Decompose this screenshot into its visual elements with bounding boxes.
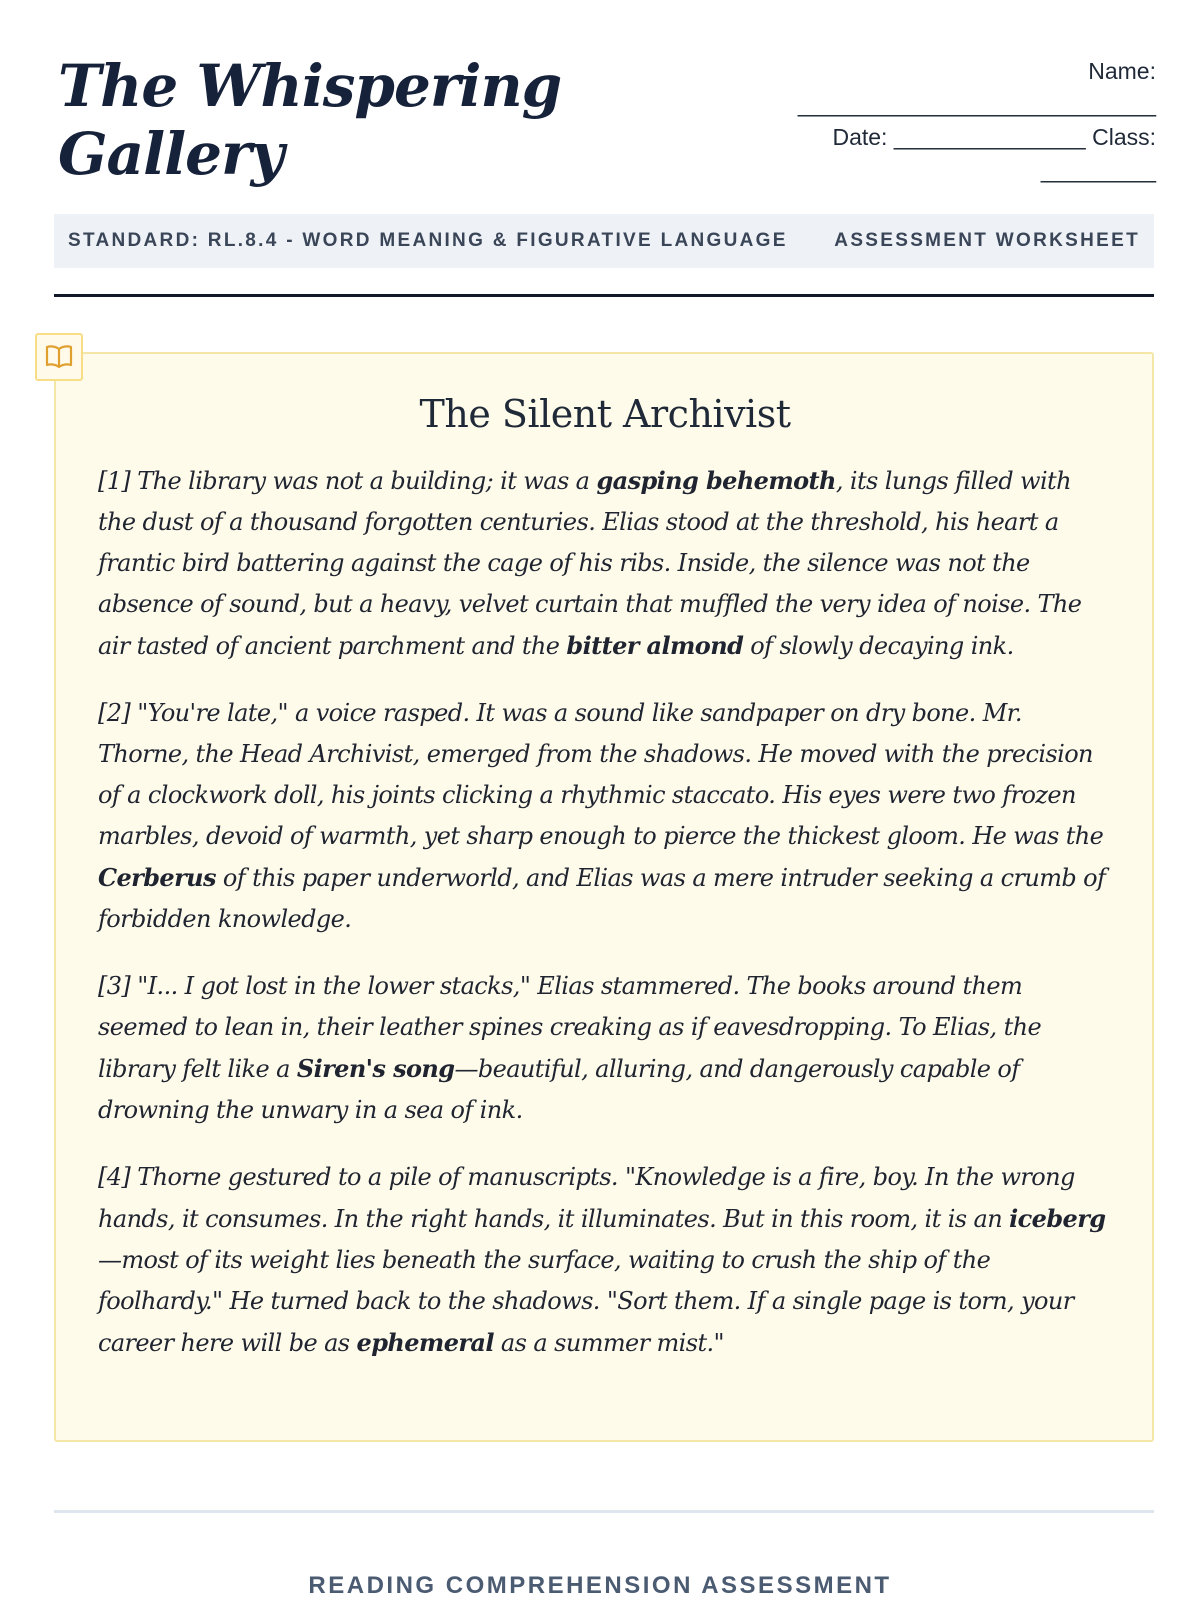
date-class-line [736,121,1156,154]
worksheet-type: ASSESSMENT WORKSHEET [834,230,1140,251]
passage-title: The Silent Archivist [419,392,791,436]
date-label: Date: [832,124,888,150]
open-book-glyph [45,344,73,370]
student-info [736,55,1156,187]
title-line-1: The Whispering [58,52,562,120]
standard-bar [54,214,1154,268]
vocab-term: Siren's song [296,1054,455,1083]
worksheet-title [58,52,618,188]
date-field[interactable]: _______________ [893,124,1086,150]
vocab-term: iceberg [1009,1204,1106,1233]
title-line-2: Gallery [58,120,284,188]
paragraph-1: [1] The library was not a building; it was a gasping behemoth, its lungs filled with the dust of a thousand forgotten centuries. Elias stood at the threshold, his heart a frantic bird battering against the cage of his ribs. Inside, the silence was not the absence of sound, but a heavy, velvet curtain that muffled the very idea of noise. The air tasted of ancient parchment and the bitter almond of slowly decaying ink. [98,466,1082,660]
passage-box [54,352,1154,1442]
open-book-icon [35,333,83,381]
vocab-term: bitter almond [566,631,744,660]
section-heading: READING COMPREHENSION ASSESSMENT [308,1572,892,1599]
name-field[interactable]: ____________________________ [797,91,1156,117]
class-field[interactable]: _________ [1040,157,1156,183]
vocab-term: ephemeral [356,1328,494,1357]
name-label: Name: [1088,58,1156,84]
vocab-term: Cerberus [98,863,216,892]
section-divider [54,1510,1154,1513]
header-divider [54,294,1154,297]
paragraph-2: [2] "You're late," a voice rasped. It was a sound like sandpaper on dry bone. Mr. Thorne, the Head Archivist, emerged from the shadows. He moved with the precision of a clockwork doll, his joints clicking a rhythmic staccato. His eyes were two frozen marbles, devoid of warmth, yet sharp enough to pierce the thickest gloom. He was the Cerberus of this paper underworld, and Elias was a mere intruder seeking a crumb of forbidden knowledge. [98,699,1106,933]
standard-label: STANDARD: RL.8.4 - WORD MEANING & FIGURATIVE LANGUAGE [68,230,788,251]
class-label: Class: [1092,124,1156,150]
paragraph-3: [3] "I... I got lost in the lower stacks," Elias stammered. The books around them seemed to lean in, their leather spines creaking as if eavesdropping. To Elias, the library felt like a Siren's song—beautiful, alluring, and dangerously capable of drowning the unwary in a sea of ink. [98,972,1042,1124]
vocab-term: gasping behemoth [596,466,836,495]
paragraph-4: [4] Thorne gestured to a pile of manuscripts. "Knowledge is a fire, boy. In the wrong hands, it consumes. In the right hands, it illuminates. But in this room, it is an iceberg—most of its weight lies beneath the surface, waiting to crush the ship of the foolhardy." He turned back to the shadows. "Sort them. If a single page is torn, your career here will be as ephemeral as a summer mist." [98,1163,1106,1357]
